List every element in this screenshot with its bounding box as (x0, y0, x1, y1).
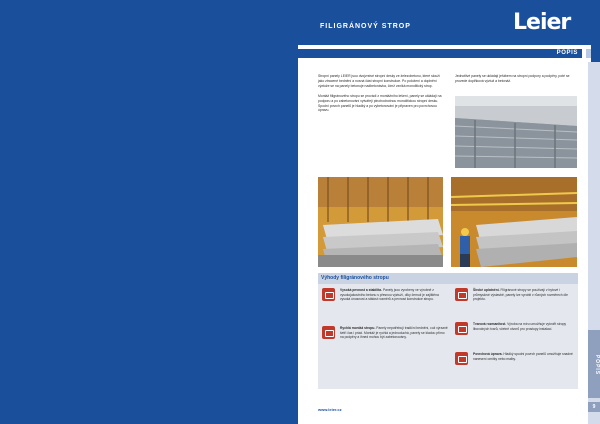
advantage-item (473, 352, 575, 361)
strength-icon (322, 288, 335, 301)
section-tick (586, 49, 591, 58)
page-number: 9 (588, 402, 600, 412)
advantage-item (473, 322, 575, 331)
factory-photo-left (318, 177, 443, 267)
advantage-heading: Povrchová úprava. (473, 352, 504, 356)
advantage-heading: Vysoká pevnost a stabilita. (340, 288, 383, 292)
section-label: POPIS (556, 50, 578, 56)
text-column-1 (318, 74, 446, 118)
leier-logo: Leier (513, 10, 571, 35)
section-bar (298, 49, 582, 58)
advantage-text: Filigránové stropy se používají v bytové i průmyslové výstavbě, panely lze vyrobit v různých rozměrech dle projektu. (473, 288, 568, 302)
paragraph: Stropní panely LEIER jsou dvojvrstvé stropní desky ze železobetonu, které slouží jako ztracené bednění a nosná část stropní konstrukce. Po položení a doplnění výztuže se na panely betonuje nadbetonávka, čímž vzniká monolitický strop. (318, 74, 440, 88)
text-column-2 (455, 74, 577, 89)
assembly-icon (322, 326, 335, 339)
website-link[interactable]: www.leier.cz (318, 407, 342, 412)
header-band (0, 0, 600, 45)
surface-icon (455, 352, 468, 365)
advantage-item (340, 326, 448, 340)
ceiling-photo (455, 96, 577, 168)
advantage-heading: Rychlá montáž stropu. (340, 326, 377, 330)
advantage-item (473, 288, 575, 302)
advantage-text: Hladký spodní povrch panelů umožňuje snadné nanesení omítky nebo malby. (473, 352, 573, 361)
advantage-heading: Široké uplatnění. (473, 288, 501, 292)
usage-icon (455, 288, 468, 301)
advantage-item (340, 288, 448, 302)
paragraph: Jednotlivé panely se ukládají jeřábem na stropní podpory a podpěry, poté se provede doplňková výztuž a betonáž. (455, 74, 570, 83)
paragraph: Montáž filigránového stropu se provádí z montážního lešení, panely se ukládají na podporu a po zabetonování vytvářejí plnohodnotnou monolitickou stropní desku. Spodní povrch panelů je hladký a po vybetonování je připraven pro povrchovou úpravu. (318, 93, 442, 113)
advantage-text: Panely nepotřebují tradiční bednění, což výrazně šetří čas i práci. Montáž je rychlá a jednoduchá, panely se kladou přímo na podpěry a ihned mohou být zabetonovány. (340, 326, 448, 340)
advantage-text: Výroba na míru umožňuje vytvořit stropy libovolných tvarů, včetně otvorů pro prostupy instalací. (473, 322, 567, 331)
factory-photo-right (451, 177, 577, 267)
side-tab-label: POPIS (594, 354, 600, 376)
advantage-text: Panely jsou vyrobeny ve výrobně z vysokojakostního betonu s přesnou výztuží, díky čemuž je zajištěna vysoká únosnost a stálost rozměrů a pevnost konstrukce stropu. (340, 288, 439, 302)
advantage-heading: Tvarová rozmanitost. (473, 322, 508, 326)
page-title: FILIGRÁNOVÝ STROP (320, 23, 411, 30)
advantages-title: Výhody filigránového stropu (321, 275, 389, 281)
shape-icon (455, 322, 468, 335)
